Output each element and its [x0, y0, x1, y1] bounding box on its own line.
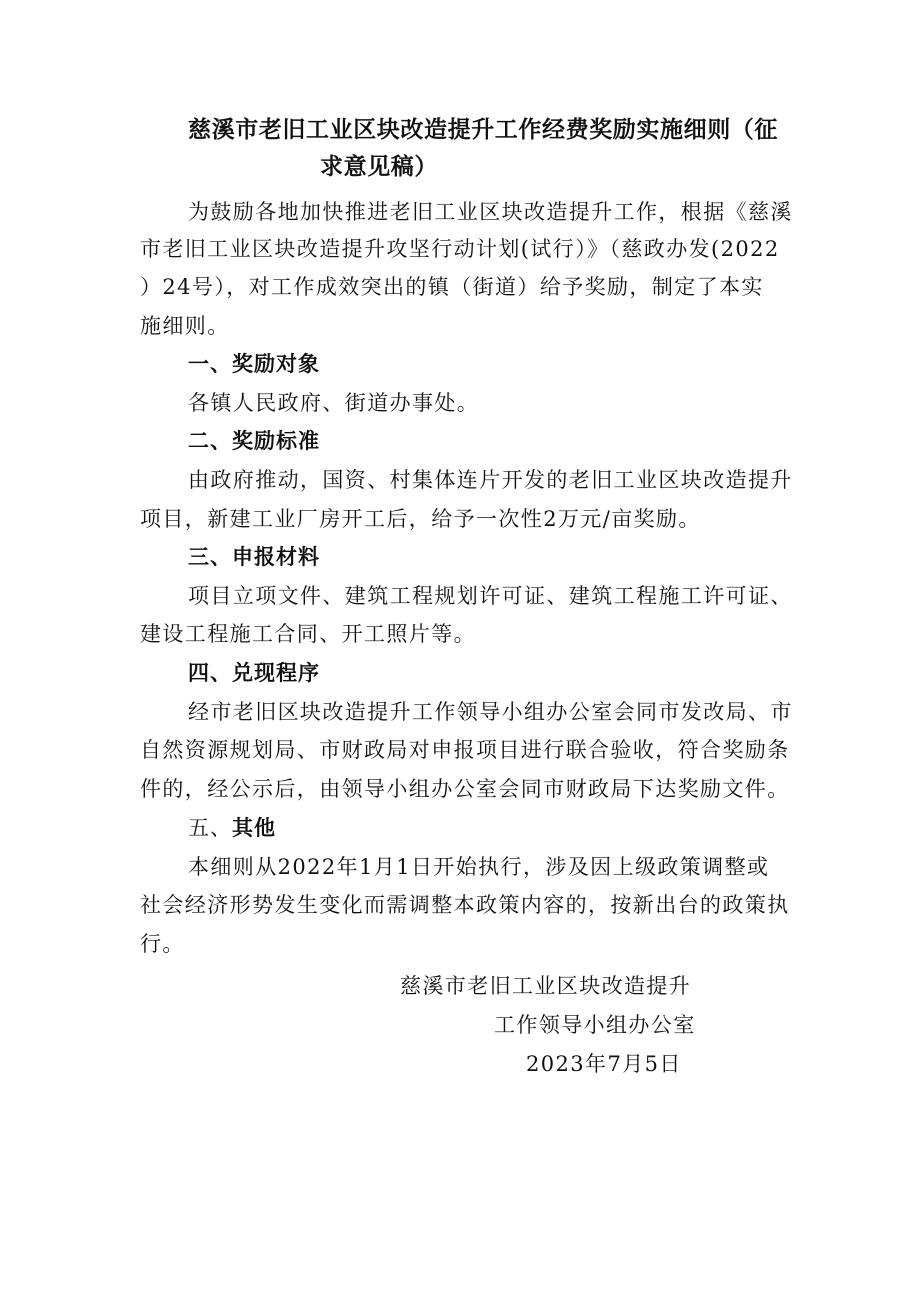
document-title-line-2: 求意见稿） — [320, 154, 438, 180]
signature-org-line-1: 慈溪市老旧工业区块改造提升 — [400, 974, 692, 998]
section-text: 项目，新建工业厂房开工后，给予一次性2万元/亩奖励。 — [140, 507, 701, 531]
section-heading-reward-target: 一、奖励对象 — [188, 352, 320, 376]
intro-line: 施细则。 — [140, 314, 230, 338]
intro-line: 为鼓励各地加快推进老旧工业区块改造提升工作，根据《慈溪 — [188, 200, 793, 224]
signature-org-line-2: 工作领导小组办公室 — [494, 1013, 696, 1037]
section-heading-other — [188, 814, 276, 842]
section-heading-application-materials: 三、申报材料 — [188, 545, 320, 569]
section-heading-payout-procedure: 四、兑现程序 — [188, 661, 320, 685]
section-text: 项目立项文件、建筑工程规划许可证、建筑工程施工许可证、 — [188, 584, 793, 608]
section-text: 本细则从2022年1月1日开始执行，涉及因上级政策调整或 — [188, 855, 770, 879]
section-heading-text: 其他 — [232, 816, 276, 840]
section-text: 经市老旧区块改造提升工作领导小组办公室会同市发改局、市 — [188, 700, 793, 724]
intro-line: ）24号），对工作成效突出的镇（街道）给予奖励，制定了本实 — [140, 275, 764, 299]
document-title-line-1: 慈溪市老旧工业区块改造提升工作经费奖励实施细则（征 — [188, 117, 778, 143]
signature-date: 2023年7月5日 — [526, 1052, 682, 1076]
section-heading-reward-standard: 二、奖励标准 — [188, 429, 320, 453]
intro-line: 市老旧工业区块改造提升攻坚行动计划(试行）》（慈政办发(2022 — [140, 237, 780, 261]
section-text: 行。 — [140, 932, 185, 956]
section-text: 由政府推动，国资、村集体连片开发的老旧工业区块改造提升 — [188, 468, 793, 492]
section-text: 各镇人民政府、街道办事处。 — [188, 391, 480, 415]
section-text: 社会经济形势发生变化而需调整本政策内容的，按新出台的政策执 — [140, 893, 790, 917]
section-text: 建设工程施工合同、开工照片等。 — [140, 622, 476, 646]
section-text: 自然资源规划局、市财政局对申报项目进行联合验收，符合奖励条 — [140, 738, 790, 762]
section-text: 件的，经公示后，由领导小组办公室会同市财政局下达奖励文件。 — [140, 777, 790, 801]
section-heading-prefix: 五、 — [188, 816, 232, 840]
